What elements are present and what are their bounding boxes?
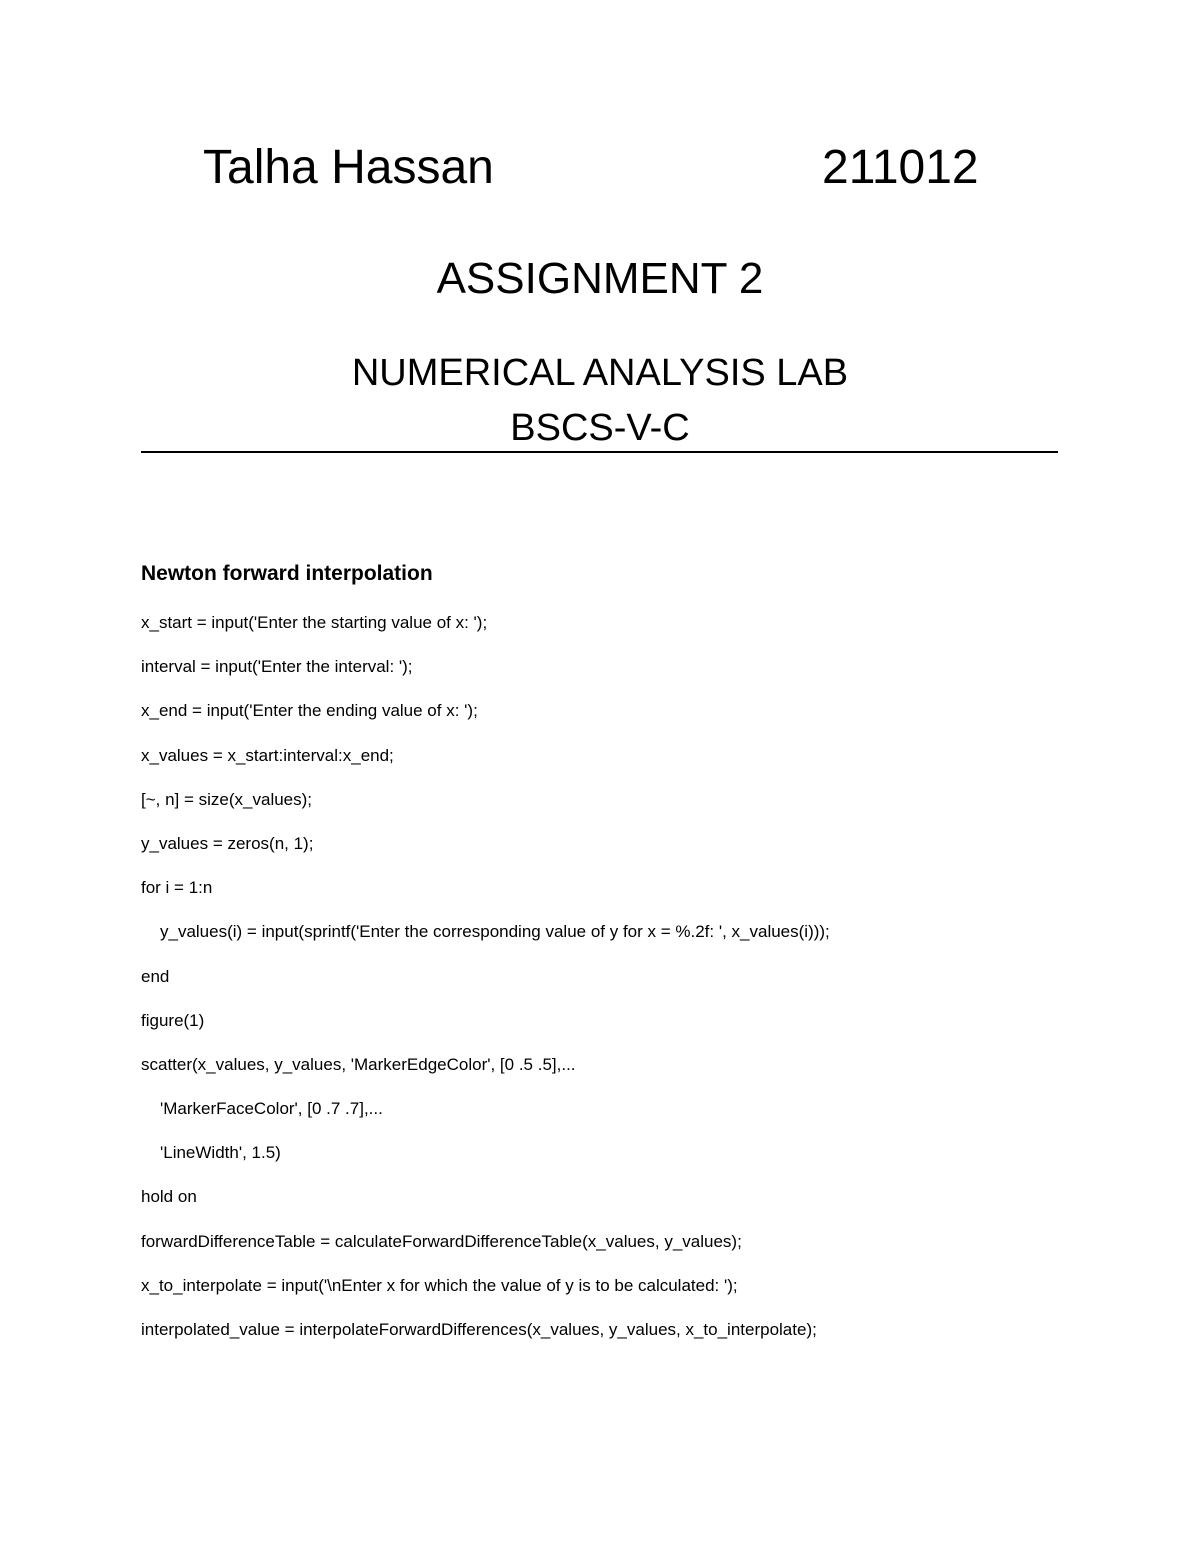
code-line: figure(1): [141, 1010, 205, 1030]
code-line: end: [141, 966, 170, 986]
code-line: y_values = zeros(n, 1);: [141, 833, 314, 853]
student-name: Talha Hassan: [203, 141, 494, 194]
course-title: NUMERICAL ANALYSIS LAB: [351, 352, 849, 394]
code-line: x_start = input('Enter the starting value of x: ');: [141, 613, 488, 632]
code-line: for i = 1:n: [141, 878, 213, 898]
code-block: [141, 611, 830, 1362]
code-line: x_values = x_start:interval:x_end;: [141, 745, 394, 765]
code-line: [~, n] = size(x_values);: [141, 789, 313, 809]
section-heading: Newton forward interpolation: [141, 562, 433, 585]
section-title: BSCS-V-C: [510, 407, 690, 449]
code-line: x_end = input('Enter the ending value of x: ');: [141, 701, 478, 721]
assignment-title: ASSIGNMENT 2: [436, 254, 764, 303]
code-line: interpolated_value = interpolateForwardDifferences(x_values, y_values, x_to_interpolate);: [141, 1320, 817, 1339]
student-id: 211012: [822, 141, 979, 194]
code-line: 'MarkerFaceColor', [0 .7 .7],...: [160, 1099, 383, 1119]
code-line: hold on: [141, 1187, 197, 1207]
code-line: scatter(x_values, y_values, 'MarkerEdgeColor', [0 .5 .5],...: [141, 1054, 576, 1074]
code-line: y_values(i) = input(sprintf('Enter the corresponding value of y for x = %.2f: ', x_values(i)));: [160, 922, 830, 942]
code-line: forwardDifferenceTable = calculateForwardDifferenceTable(x_values, y_values);: [141, 1231, 742, 1251]
code-line: x_to_interpolate = input('\nEnter x for which the value of y is to be calculated: ');: [141, 1275, 738, 1295]
header-divider: [141, 451, 1058, 453]
code-line: interval = input('Enter the interval: ');: [141, 657, 413, 677]
code-line: 'LineWidth', 1.5): [160, 1143, 281, 1163]
